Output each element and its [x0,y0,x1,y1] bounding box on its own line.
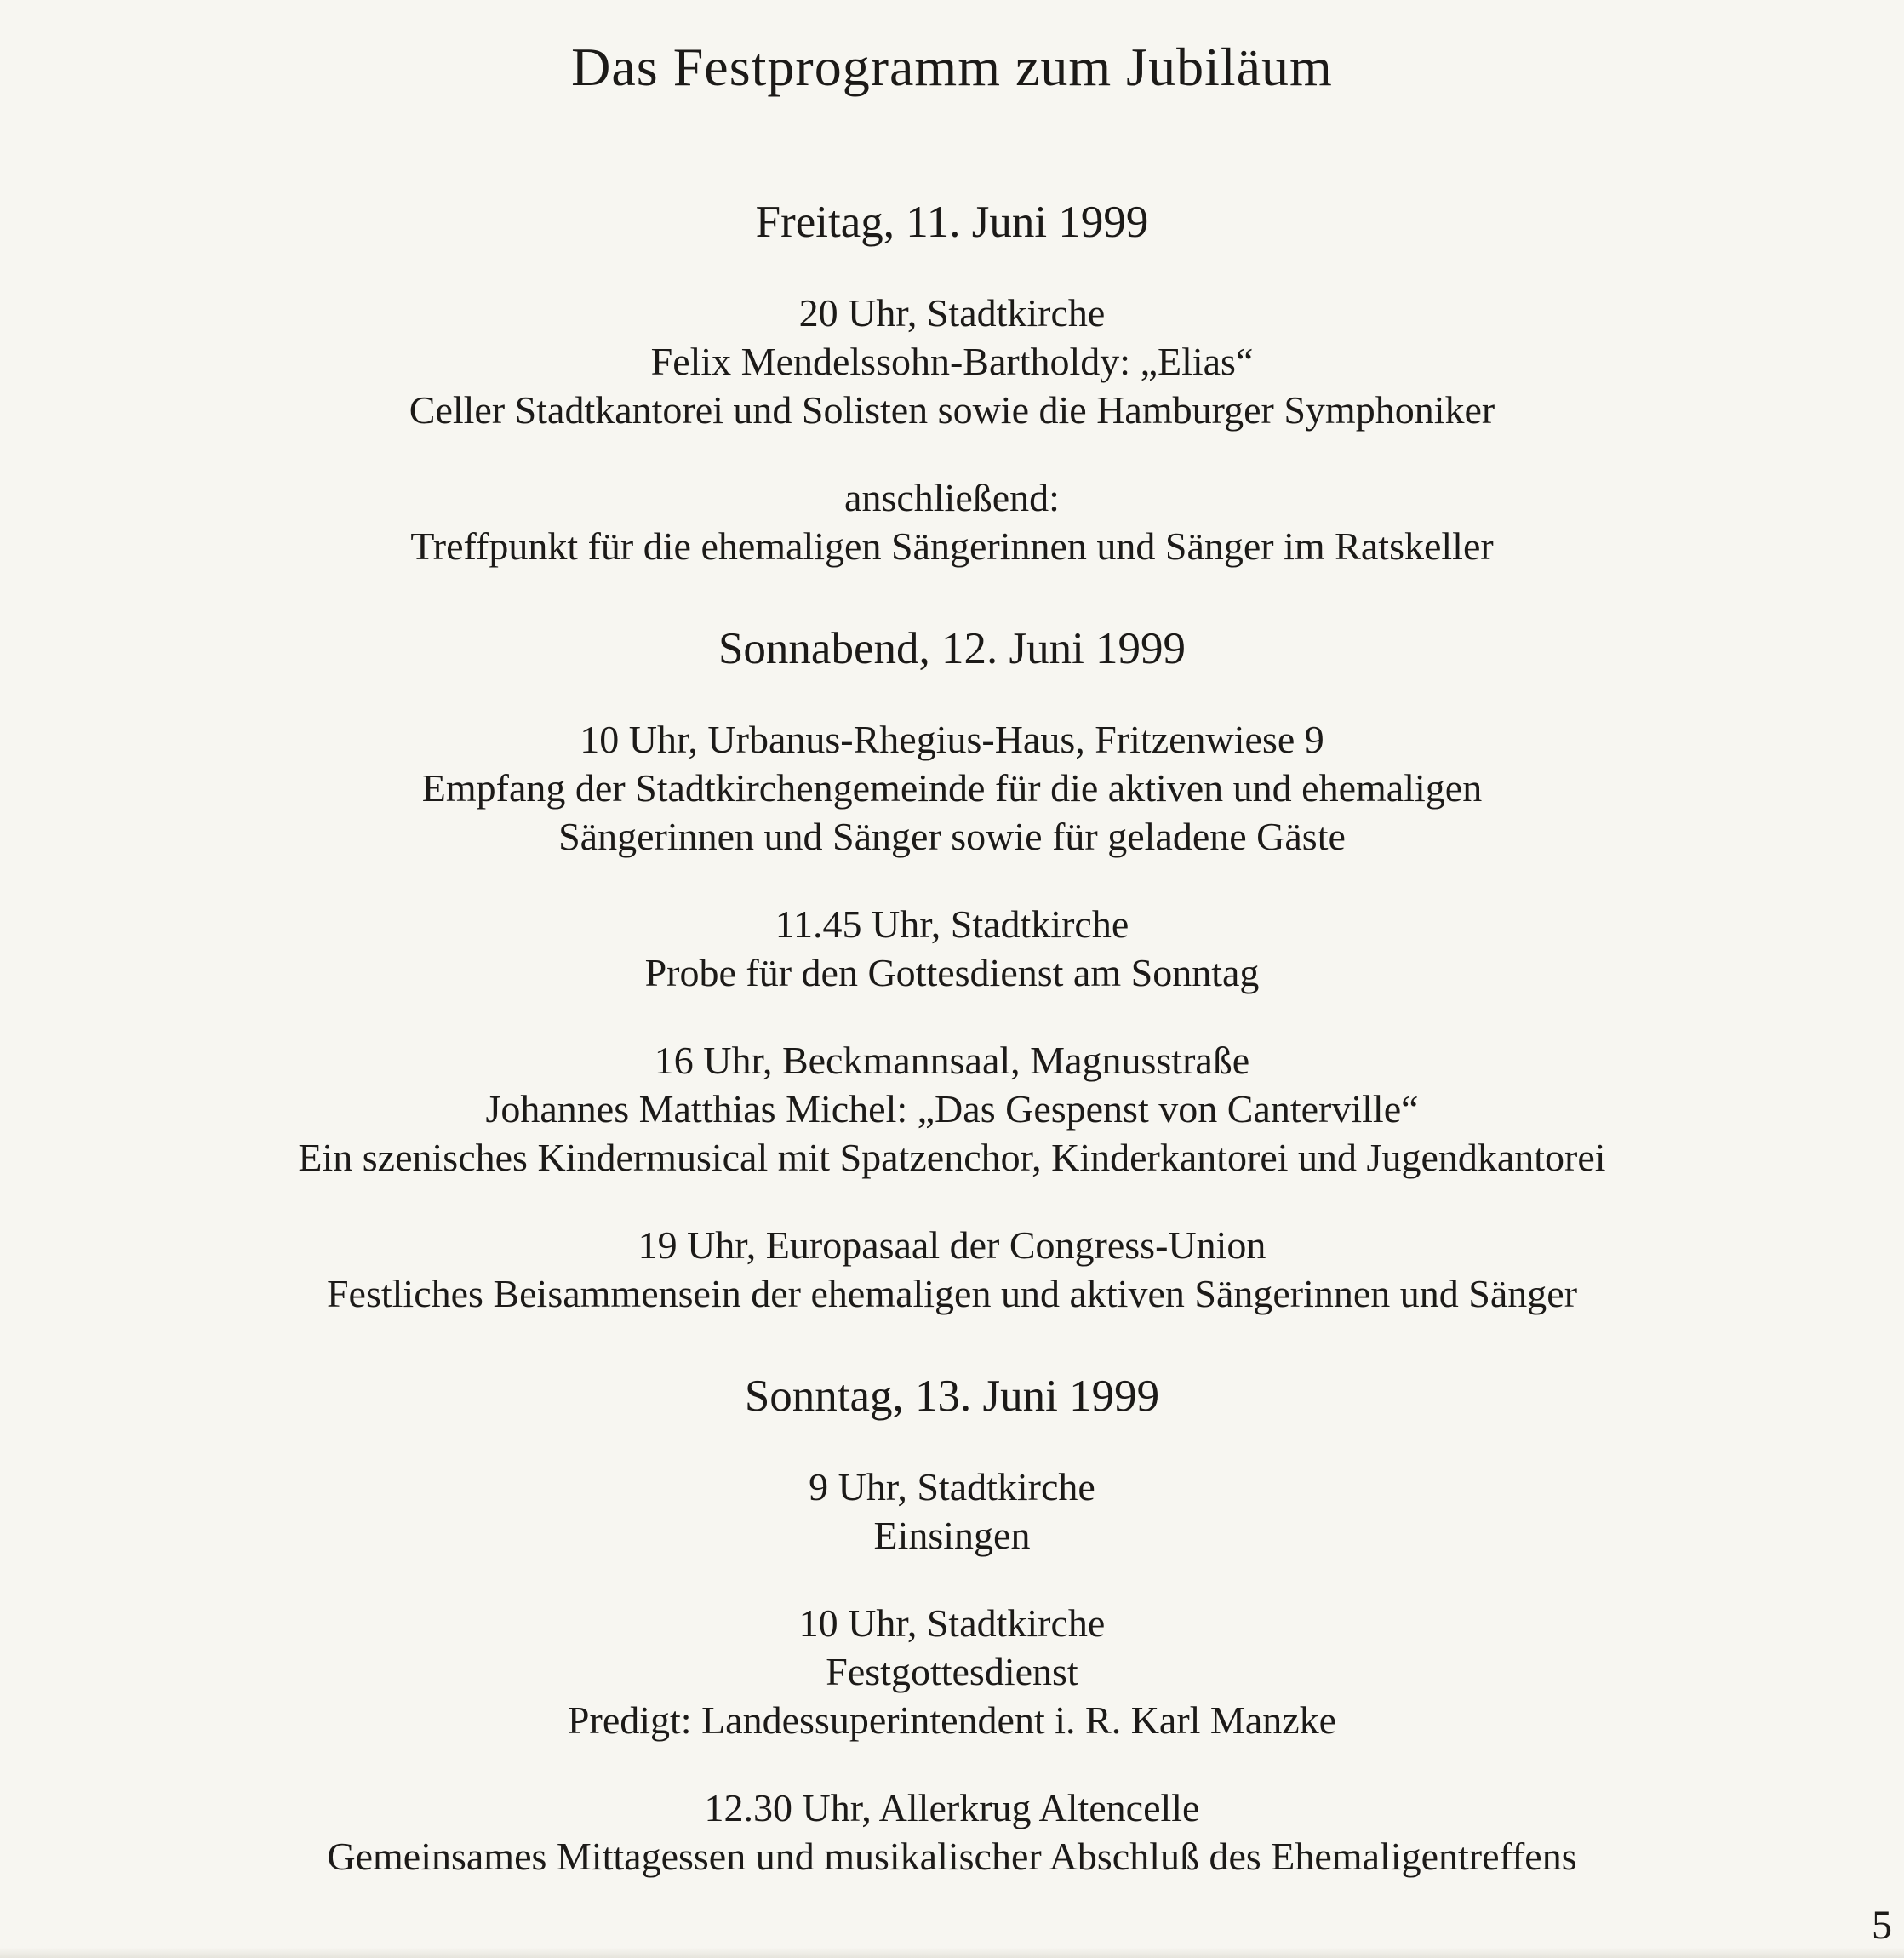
event-block [0,1599,1904,1744]
event-block [0,1221,1904,1318]
day-section-sonntag [0,1369,1904,1881]
event-line: Probe für den Gottesdienst am Sonntag [644,951,1260,994]
event-block [0,1463,1904,1560]
event-block [0,473,1904,570]
event-block [0,715,1904,861]
event-line: 20 Uhr, Stadtkirche [798,291,1106,335]
event-line: Predigt: Landessuperintendent i. R. Karl Manzke [567,1698,1337,1742]
event-line: 10 Uhr, Stadtkirche [798,1601,1106,1645]
scan-edge-shadow [0,1948,1904,1958]
event-block [0,900,1904,997]
event-line: 12.30 Uhr, Allerkrug Altencelle [704,1786,1200,1829]
event-line: Ein szenisches Kindermusical mit Spatzenchor, Kinderkantorei und Jugendkantorei [298,1136,1606,1179]
event-block [0,1783,1904,1881]
day-heading: Sonnabend, 12. Juni 1999 [718,624,1186,673]
event-line: Treffpunkt für die ehemaligen Sängerinnen und Sänger im Ratskeller [410,524,1494,568]
day-heading: Sonntag, 13. Juni 1999 [744,1371,1160,1421]
event-line: Celler Stadtkantorei und Solisten sowie die Hamburger Symphoniker [409,388,1495,432]
event-block [0,1036,1904,1182]
page-title: Das Festprogramm zum Jubiläum [571,37,1333,97]
event-line: 9 Uhr, Stadtkirche [809,1465,1095,1509]
event-line: Einsingen [873,1514,1031,1557]
day-section-freitag [0,195,1904,570]
event-line: 16 Uhr, Beckmannsaal, Magnusstraße [654,1039,1250,1082]
event-line: Sängerinnen und Sänger sowie für geladene Gäste [558,815,1346,858]
event-line: Gemeinsames Mittagessen und musikalischer Abschluß des Ehemaligentreffens [327,1835,1577,1878]
event-line: 11.45 Uhr, Stadtkirche [775,902,1129,946]
event-line: Festliches Beisammensein der ehemaligen und aktiven Sängerinnen und Sänger [326,1272,1578,1315]
event-line: anschließend: [844,476,1060,519]
event-line: 19 Uhr, Europasaal der Congress-Union [638,1223,1266,1267]
event-line: Johannes Matthias Michel: „Das Gespenst von Canterville“ [485,1087,1419,1131]
event-line: Felix Mendelssohn-Bartholdy: „Elias“ [650,340,1254,383]
event-block [0,289,1904,434]
event-line: Empfang der Stadtkirchengemeinde für die aktiven und ehemaligen [421,766,1483,810]
event-line: 10 Uhr, Urbanus-Rhegius-Haus, Fritzenwiese 9 [580,718,1324,761]
day-heading: Freitag, 11. Juni 1999 [755,198,1149,247]
event-line: Festgottesdienst [826,1650,1078,1693]
day-section-sonnabend [0,621,1904,1318]
page-number: 5 [1872,1903,1892,1948]
